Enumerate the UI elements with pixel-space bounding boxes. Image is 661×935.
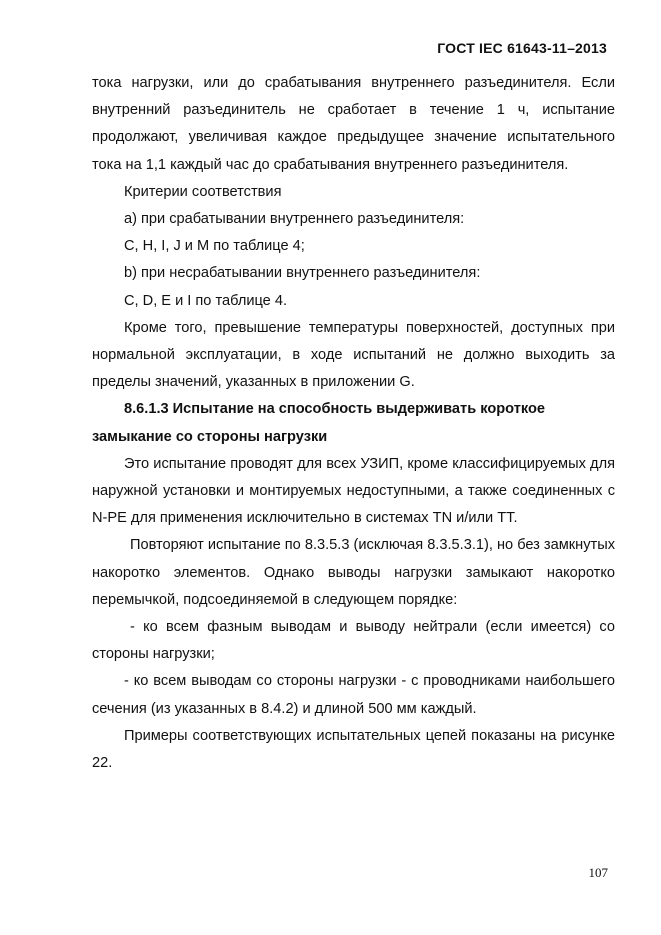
- paragraph-criteria-a-items: C, H, I, J и M по таблице 4;: [124, 238, 305, 255]
- paragraph-examples: Примеры соответствующих испытательных цепей показаны на рисунке 22.: [92, 727, 615, 772]
- paragraph-criteria-b: b) при несрабатывании внутреннего разъединителя:: [124, 265, 481, 282]
- paragraph-criteria-a: a) при срабатывании внутреннего разъединителя:: [124, 211, 465, 228]
- paragraph-continuation: тока нагрузки, или до срабатывания внутреннего разъединителя. Если внутренний разъединитель не сработает в течение 1 ч, испытание продолжают, увеличивая каждое предыдущее значение испытательного тока на 1,1 каждый час до срабатывания внутреннего разъединителя.: [92, 75, 615, 173]
- paragraph-criteria-b-items: C, D, E и I по таблице 4.: [124, 292, 288, 309]
- paragraph-test-scope: Это испытание проводят для всех УЗИП, кроме классифицируемых для наружной установки и монтируемых недоступными, а также соединенных с N-PE для применения исключительно в системах TN и/или TT.: [92, 455, 615, 527]
- section-heading-8-6-1-3: 8.6.1.3 Испытание на способность выдерживать короткое замыкание со стороны нагрузки: [92, 401, 546, 445]
- paragraph-temperature: Кроме того, превышение температуры поверхностей, доступных при нормальной эксплуатации, в ходе испытаний не должно выходить за пределы значений, указанных в приложении G.: [92, 319, 615, 391]
- list-item-load-terminals: - ко всем выводам со стороны нагрузки - с проводниками наибольшего сечения (из указанных в 8.4.2) и длиной 500 мм каждый.: [92, 673, 615, 717]
- paragraph-repeat-test: Повторяют испытание по 8.3.5.3 (исключая 8.3.5.3.1), но без замкнутых накоротко элементов. Однако выводы нагрузки замыкают накоротко перемычкой, подсоединяемой в следующем порядке:: [92, 537, 615, 608]
- list-item-phase-terminals: - ко всем фазным выводам и выводу нейтрали (если имеется) со стороны нагрузки;: [92, 619, 615, 663]
- page-body: [92, 70, 615, 777]
- paragraph-criteria-heading: Критерии соответствия: [124, 183, 282, 200]
- page-number: 107: [588, 865, 608, 880]
- document-header: ГОСТ IEC 61643-11–2013: [437, 40, 607, 56]
